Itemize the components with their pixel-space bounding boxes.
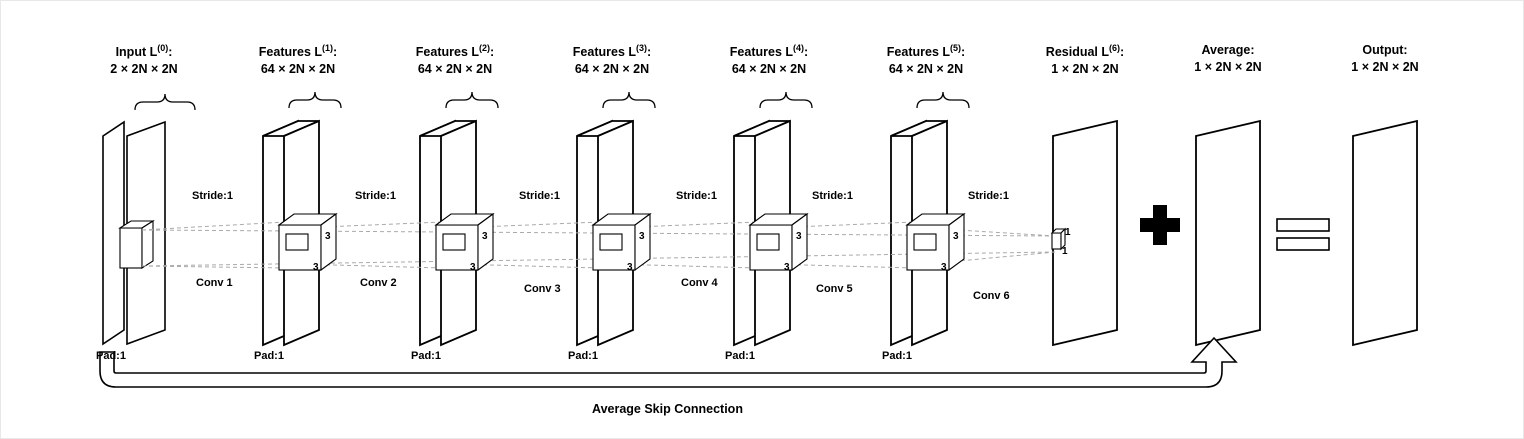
layer-title-features-2: Features $L^{(2)}$: 64 × 2N × 2N	[395, 42, 515, 78]
layer-dims-features-3: 64 × 2N × 2N	[574, 62, 650, 77]
skip-connection-label: Average Skip Connection	[592, 402, 743, 416]
conv-label-5: Conv 5	[816, 283, 853, 295]
stride-label-1: Stride:1	[192, 190, 233, 202]
layer-dims-input: 2 × 2N × 2N	[110, 62, 178, 77]
layer-dims-residual: 1 × 2N × 2N	[1051, 62, 1119, 77]
kernel-dim-1a: 3	[325, 231, 331, 242]
conv-label-1: Conv 1	[196, 277, 233, 289]
layer-title-features-5: Features $L^{(5)}$: 64 × 2N × 2N	[866, 42, 986, 78]
layer-dims-features-5: 64 × 2N × 2N	[888, 62, 964, 77]
kernel-dim-5b: 3	[941, 262, 947, 273]
stride-label-3: Stride:1	[519, 190, 560, 202]
channel-braces	[135, 92, 969, 110]
conv-label-2: Conv 2	[360, 277, 397, 289]
layer-title-input-text: Input $L^{(0)}$:	[115, 43, 173, 60]
skip-connection-arrow	[100, 338, 1236, 387]
input-kernel-cube	[120, 221, 153, 268]
layer-dims-features-1: 64 × 2N × 2N	[260, 62, 336, 77]
conv-label-3: Conv 3	[524, 283, 561, 295]
kernel-cube-2	[436, 214, 493, 270]
plus-operator	[1140, 205, 1180, 245]
kernel-cube-3	[593, 214, 650, 270]
pad-label-4: Pad:1	[725, 350, 755, 362]
layer-dims-average: 1 × 2N × 2N	[1194, 59, 1262, 74]
kernel-dim-3b: 3	[627, 262, 633, 273]
layer-block-average	[1196, 121, 1260, 345]
layer-title-output: Output: 1 × 2N × 2N	[1325, 42, 1445, 76]
conv-label-6: Conv 6	[973, 290, 1010, 302]
layer-title-average: Average: 1 × 2N × 2N	[1168, 42, 1288, 76]
layer-title-residual: Residual $L^{(6)}$: 1 × 2N × 2N	[1025, 42, 1145, 78]
stride-label-4: Stride:1	[676, 190, 717, 202]
kernel-dim-3a: 3	[639, 231, 645, 242]
kernel-cube-5	[907, 214, 964, 270]
layer-title-input	[84, 42, 204, 78]
stride-label-2: Stride:1	[355, 190, 396, 202]
equals-operator	[1277, 219, 1329, 250]
stride-label-5: Stride:1	[812, 190, 853, 202]
stride-label-6: Stride:1	[968, 190, 1009, 202]
pad-label-3: Pad:1	[568, 350, 598, 362]
kernel-dim-5a: 3	[953, 231, 959, 242]
layer-block-output	[1353, 121, 1417, 345]
layer-title-features-1: Features $L^{(1)}$: 64 × 2N × 2N	[238, 42, 358, 78]
layer-dims-features-2: 64 × 2N × 2N	[417, 62, 493, 77]
pad-label-0: Pad:1	[96, 350, 126, 362]
pad-label-2: Pad:1	[411, 350, 441, 362]
kernel-dim-4b: 3	[784, 262, 790, 273]
pad-label-1: Pad:1	[254, 350, 284, 362]
kernel-cube-4	[750, 214, 807, 270]
layer-title-features-3: Features $L^{(3)}$: 64 × 2N × 2N	[552, 42, 672, 78]
kernel-dim-2a: 3	[482, 231, 488, 242]
residual-dim-b: 1	[1062, 246, 1068, 257]
residual-dim-a: 1	[1065, 227, 1071, 238]
kernel-dim-4a: 3	[796, 231, 802, 242]
layer-dims-features-4: 64 × 2N × 2N	[731, 62, 807, 77]
layer-title-features-4: Features $L^{(4)}$: 64 × 2N × 2N	[709, 42, 829, 78]
kernel-dim-1b: 3	[313, 262, 319, 273]
pad-label-5: Pad:1	[882, 350, 912, 362]
kernel-cube-1	[279, 214, 336, 270]
conv-label-4: Conv 4	[681, 277, 718, 289]
layer-dims-output: 1 × 2N × 2N	[1351, 59, 1419, 74]
kernel-dim-2b: 3	[470, 262, 476, 273]
